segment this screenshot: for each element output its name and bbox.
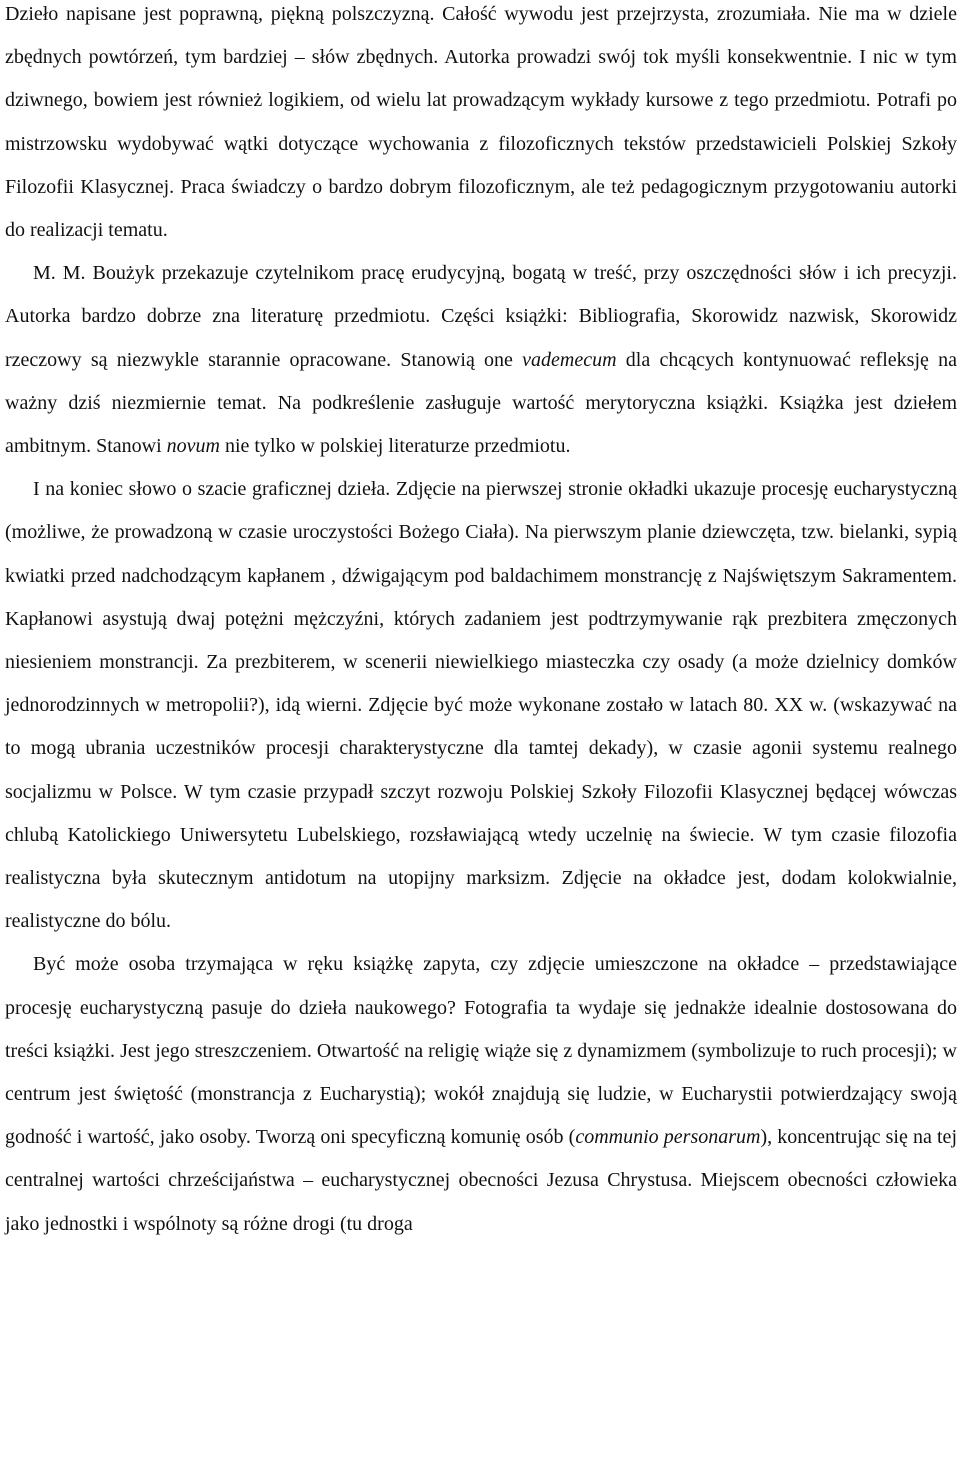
paragraph-2-text-b: dla chcących kontynuować refleksję na ważny dziś niezmiernie temat. Na podkreślenie zasługuje wartość merytoryczna książki. Książka jest dziełem ambitnym. Stanowi [5, 348, 957, 458]
paragraph-4-text-a: Być może osoba trzymająca w ręku książkę zapyta, czy zdjęcie umieszczone na okładce – przedstawiające procesję eucharystyczną pasuje do dzieła naukowego? Fotografia ta wydaje się jednakże idealnie dostosowana do treści książki. Jest jego streszczeniem. Otwartość na religię wiąże się z dynamizmem (symbolizuje to ruch procesji); w centrum jest świętość (monstrancja z Eucharystią); wokół znajdują się ludzie, w Eucharystii potwierdzający swoją godność i wartość, jako osoby. Tworzą oni specyficzną komunię osób ( [5, 953, 957, 1149]
paragraph-4-text-b: ), koncentrując się na tej centralnej wartości chrześcijaństwa – eucharystycznej obecności Jezusa Chrystusa. Miejscem obecności człowieka jako jednostki i wspólnoty są różne drogi (tu droga [5, 1126, 957, 1235]
paragraph-1 [5, 0, 957, 252]
paragraph-2-text-c: nie tylko w polskiej literaturze przedmiotu. [220, 435, 571, 458]
paragraph-1-text: Dzieło napisane jest poprawną, piękną polszczyzną. Całość wywodu jest przejrzysta, zrozumiała. Nie ma w dziele zbędnych powtórzeń, tym bardziej – słów zbędnych. Autorka prowadzi swój tok myśli konsekwentnie. I nic w tym dziwnego, bowiem jest również logikiem, od wielu lat prowadzącym wykłady kursowe z tego przedmiotu. Potrafi po mistrzowsku wydobywać wątki dotyczące wychowania z filozoficznych tekstów przedstawicieli Polskiej Szkoły Filozofii Klasycznej. Praca świadczy o bardzo dobrym filozoficznym, ale też pedagogicznym przygotowaniu autorki do realizacji tematu. [5, 3, 957, 242]
paragraph-2-text-a: M. M. Boużyk przekazuje czytelnikom pracę erudycyjną, bogatą w treść, przy oszczędności słów i ich precyzji. Autorka bardzo dobrze zna literaturę przedmiotu. Części książki: Bibliografia, Skorowidz nazwisk, Skorowidz rzeczowy są niezwykle starannie opracowane. Stanowią one [5, 262, 957, 371]
paragraph-4-italic-communio: communio personarum [575, 1126, 761, 1149]
paragraph-3-text: I na koniec słowo o szacie graficznej dzieła. Zdjęcie na pierwszej stronie okładki ukazuje procesję eucharystyczną (możliwe, że prowadzoną w czasie uroczystości Bożego Ciała). Na pierwszym planie dziewczęta, tzw. bielanki, sypią kwiatki przed nadchodzącym kapłanem , dźwigającym pod baldachimem monstrancję z Najświętszym Sakramentem. Kapłanowi asystują dwaj potężni mężczyźni, których zadaniem jest podtrzymywanie rąk prezbitera zmęczonych niesieniem monstrancji. Za prezbiterem, w scenerii niewielkiego miasteczka czy osady (a może dzielnicy domków jednorodzinnych w metropolii?), idą wierni. Zdjęcie być może wykonane zostało w latach 80. XX w. (wskazywać na to mogą ubrania uczestników procesji charakterystyczne dla tamtej dekady), w czasie agonii systemu realnego socjalizmu w Polsce. W tym czasie przypadł szczyt rozwoju Polskiej Szkoły Filozofii Klasycznej będącej wówczas chlubą Katolickiego Uniwersytetu Lubelskiego, rozsławiającą wtedy uczelnię na świecie. W tym czasie filozofia realistyczna była skutecznym antidotum na utopijny marksizm. Zdjęcie na okładce jest, dodam kolokwialnie, realistyczne do bólu. [5, 478, 957, 933]
paragraph-4 [5, 943, 957, 1245]
paragraph-2 [5, 252, 957, 468]
paragraph-2-italic-novum: novum [166, 435, 220, 458]
paragraph-2-italic-vademecum: vademecum [522, 348, 617, 371]
paragraph-3 [5, 468, 957, 943]
